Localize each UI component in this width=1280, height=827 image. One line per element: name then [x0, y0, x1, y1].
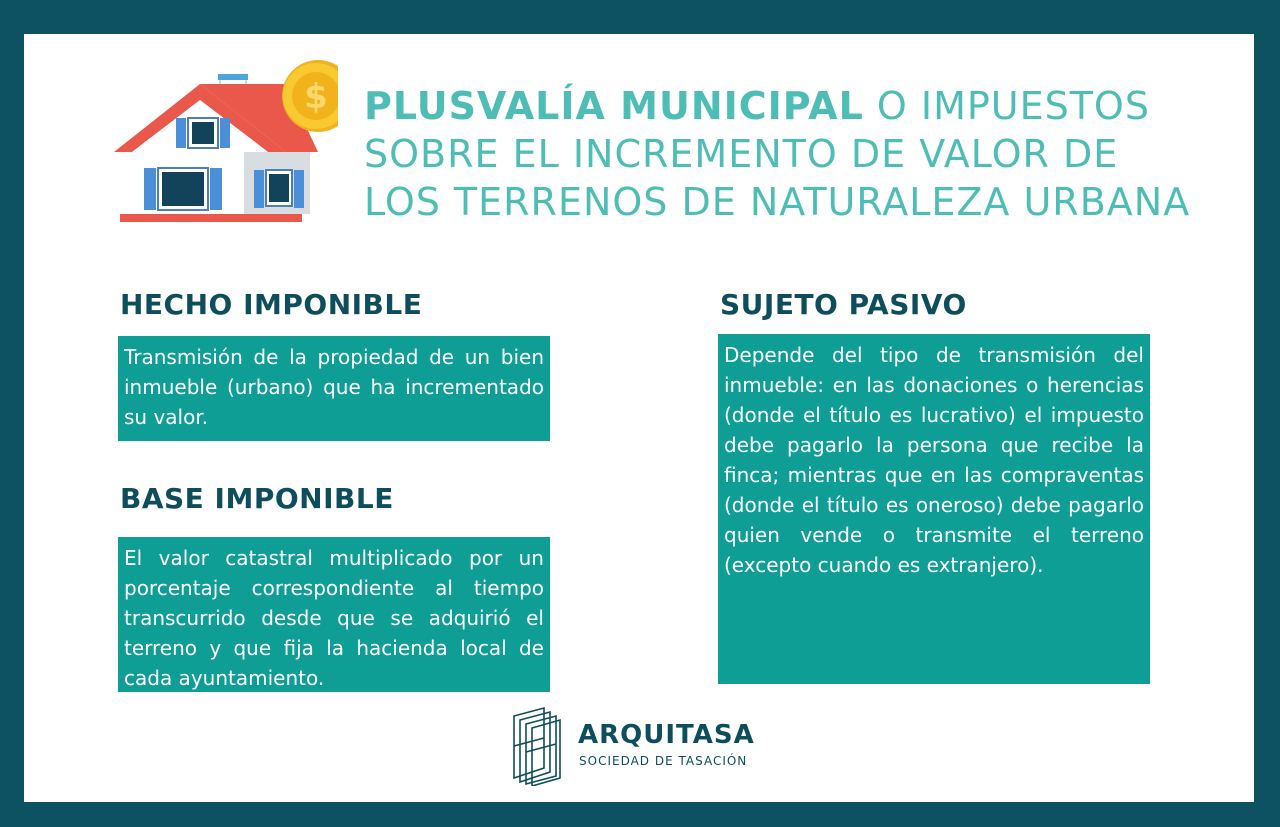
hecho-imponible-heading: HECHO IMPONIBLE	[120, 288, 423, 321]
sujeto-pasivo-heading: SUJETO PASIVO	[720, 288, 967, 321]
logo-tagline: SOCIEDAD DE TASACIÓN	[579, 754, 748, 768]
infographic-card	[24, 34, 1254, 802]
title-bold: PLUSVALÍA MUNICIPAL	[364, 84, 864, 128]
hecho-imponible-text: Transmisión de la propiedad de un bien inmueble (urbano) que ha incrementado su valor.	[118, 336, 550, 441]
title-line-3: LOS TERRENOS DE NATURALEZA URBANA	[364, 180, 1191, 224]
logo-name: ARQUITASA	[578, 720, 755, 750]
base-imponible-heading: BASE IMPONIBLE	[120, 482, 394, 515]
base-imponible-text: El valor catastral multiplicado por un porcentaje correspondiente al tiempo transcurrido desde que se adquirió el terreno y que fija la hacienda local de cada ayuntamiento.	[118, 537, 550, 692]
title-rest: O IMPUESTOS	[863, 84, 1150, 128]
arquitasa-logo-icon	[510, 706, 564, 786]
page-title	[364, 82, 1244, 226]
title-line-2: SOBRE EL INCREMENTO DE VALOR DE	[364, 132, 1119, 176]
sujeto-pasivo-text: Depende del tipo de transmisión del inmueble: en las donaciones o herencias (donde el título es lucrativo) el impuesto debe pagarlo la persona que recibe la finca; mientras que en las compraventas (donde el título es oneroso) debe pagarlo quien vende o transmite el terreno (excepto cuando es extranjero).	[718, 334, 1150, 684]
svg-text:$: $	[304, 77, 328, 117]
house-icon	[108, 58, 338, 228]
